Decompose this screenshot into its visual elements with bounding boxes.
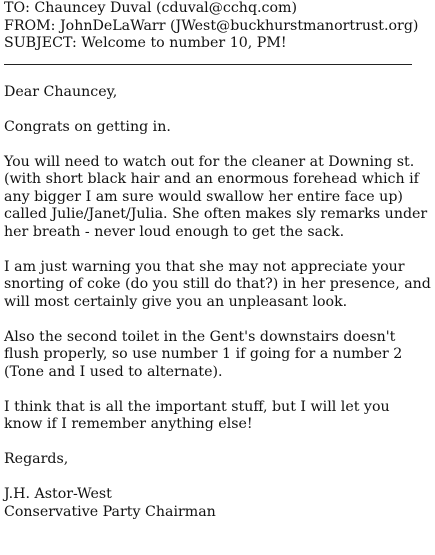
paragraph-toilet: Also the second toilet in the Gent's downstairs doesn't flush properly, so use number 1 if going for a number 2 (Tone and I used to alternate).	[4, 328, 403, 380]
signature-name: J.H. Astor-West	[4, 486, 112, 502]
email-message	[4, 0, 432, 521]
signature-title: Conservative Party Chairman	[4, 503, 216, 520]
closing: Regards,	[4, 451, 69, 467]
paragraph-cleaner: You will need to watch out for the cleaner at Downing st. (with short black hair and an enormous forehead which if any bigger I am sure would swallow her entire face up) called Julie/Janet/Julia. She often makes sly remarks under her breath - never loud enough to get the sack.	[4, 153, 428, 240]
email-body	[4, 84, 432, 522]
greeting: Dear Chauncey,	[4, 83, 118, 100]
paragraph-congrats: Congrats on getting in.	[4, 118, 171, 135]
subject-line: SUBJECT: Welcome to number 10, PM!	[4, 35, 287, 51]
email-headers	[4, 0, 432, 53]
from-line: FROM: JohnDeLaWarr (JWest@buckhurstmanortrust.org)	[4, 17, 419, 34]
header-divider	[4, 64, 412, 65]
to-line: TO: Chauncey Duval (cduval@cchq.com)	[4, 0, 298, 16]
paragraph-closing-remark: I think that is all the important stuff, but I will let you know if I remember anything else!	[4, 398, 390, 432]
paragraph-warning: I am just warning you that she may not appreciate your snorting of coke (do you still do that?) in her presence, and will most certainly give you an unpleasant look.	[4, 258, 431, 310]
